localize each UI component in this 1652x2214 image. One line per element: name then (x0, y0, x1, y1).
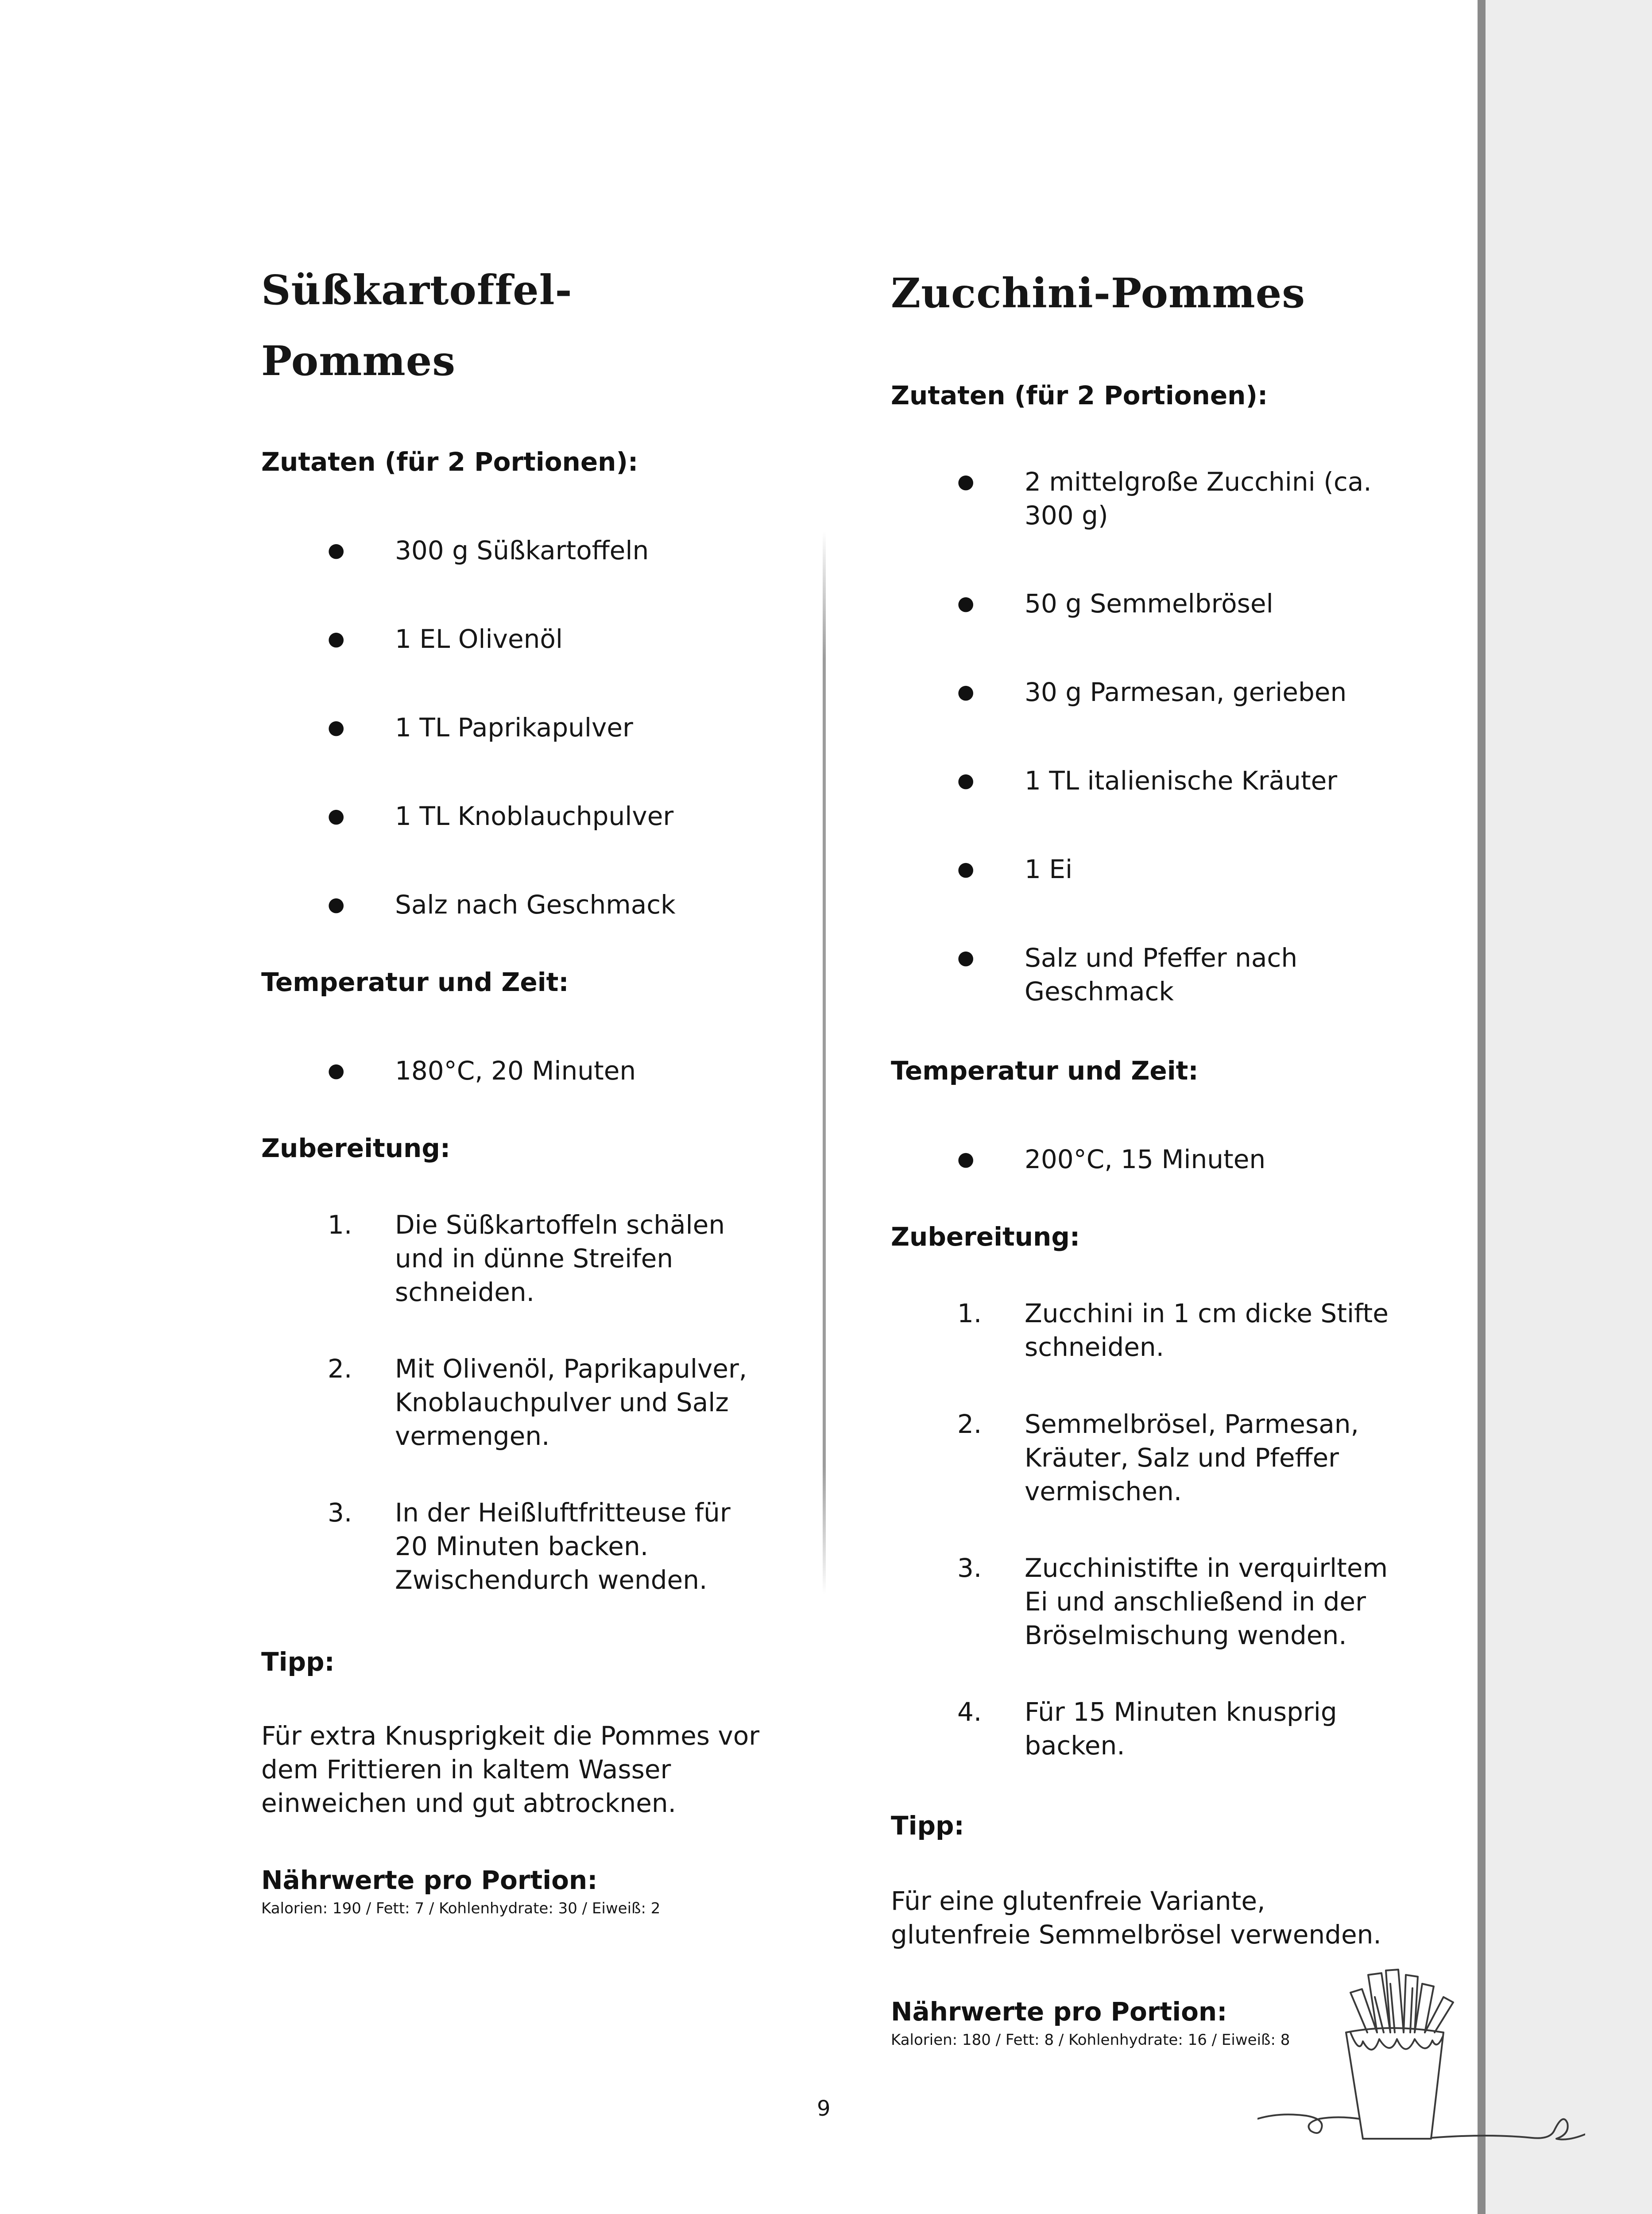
ingredient-text: 30 g Parmesan, gerieben (1025, 677, 1347, 707)
page-number: 9 (817, 2096, 831, 2121)
tip-line: einweichen und gut abtrocknen. (261, 1788, 677, 1818)
temperature-heading: Temperatur und Zeit: (261, 967, 569, 997)
step-line: schneiden. (395, 1277, 535, 1307)
ingredient-text: Salz nach Geschmack (395, 890, 676, 920)
bullet-icon: ● (957, 1148, 975, 1170)
step-line: vermengen. (395, 1421, 550, 1451)
temperature-text: 180°C, 20 Minuten (395, 1056, 636, 1086)
ingredient-text: 50 g Semmelbrösel (1025, 588, 1273, 619)
ingredients-heading: Zutaten (für 2 Portionen): (261, 447, 638, 477)
step-number: 3. (957, 1553, 982, 1583)
step-line: Zucchini in 1 cm dicke Stifte (1025, 1298, 1389, 1328)
tip-line: dem Frittieren in kaltem Wasser (261, 1754, 671, 1784)
bullet-icon: ● (957, 681, 975, 703)
step-line: Knoblauchpulver und Salz (395, 1387, 729, 1417)
step-line: Zucchinistifte in verquirltem (1025, 1553, 1388, 1583)
bullet-icon: ● (328, 627, 345, 650)
fries-line-art-icon (1257, 1966, 1585, 2152)
bullet-icon: ● (328, 1059, 345, 1082)
step-line: Die Süßkartoffeln schälen (395, 1210, 725, 1240)
preparation-heading: Zubereitung: (261, 1133, 451, 1163)
bullet-icon: ● (957, 858, 975, 880)
temperature-text: 200°C, 15 Minuten (1025, 1144, 1266, 1174)
step-line: In der Heißluftfritteuse für (395, 1498, 731, 1528)
step-number: 4. (957, 1697, 982, 1727)
ingredient-text: 1 EL Olivenöl (395, 624, 563, 654)
tip-line: Für extra Knusprigkeit die Pommes vor (261, 1721, 760, 1751)
bullet-icon: ● (328, 805, 345, 827)
step-number: 3. (328, 1498, 352, 1528)
nutrition-values: Kalorien: 180 / Fett: 8 / Kohlenhydrate: 16 / Eiweiß: 8 (891, 2031, 1290, 2049)
ingredient-text: 1 TL Paprikapulver (395, 712, 633, 743)
preparation-heading: Zubereitung: (891, 1222, 1080, 1252)
step-line: Bröselmischung wenden. (1025, 1620, 1347, 1650)
bullet-icon: ● (328, 716, 345, 739)
step-line: Ei und anschließend in der (1025, 1587, 1366, 1617)
step-number: 2. (957, 1409, 982, 1439)
page-edge-sidebar (1478, 0, 1652, 2214)
bullet-icon: ● (957, 946, 975, 969)
recipe-title: Zucchini-Pommes (891, 269, 1306, 317)
step-line: und in dünne Streifen (395, 1243, 673, 1273)
bullet-icon: ● (957, 592, 975, 615)
ingredient-text: Salz und Pfeffer nach (1025, 943, 1298, 973)
tip-line: Für eine glutenfreie Variante, (891, 1886, 1265, 1916)
temperature-heading: Temperatur und Zeit: (891, 1056, 1199, 1086)
ingredient-text: 2 mittelgroße Zucchini (ca. (1025, 467, 1372, 497)
step-line: schneiden. (1025, 1332, 1165, 1362)
ingredient-text: 1 TL Knoblauchpulver (395, 801, 674, 831)
step-number: 1. (328, 1210, 352, 1240)
bullet-icon: ● (328, 893, 345, 916)
bullet-icon: ● (957, 470, 975, 493)
step-line: Mit Olivenöl, Paprikapulver, (395, 1354, 747, 1384)
ingredient-text: Geschmack (1025, 976, 1174, 1006)
step-line: vermischen. (1025, 1476, 1182, 1506)
recipe-title-line-2: Pommes (261, 337, 456, 385)
ingredient-text: 300 g Süßkartoffeln (395, 535, 649, 565)
nutrition-label: Nährwerte pro Portion: (891, 1997, 1227, 2027)
recipe-title-line-1: Süßkartoffel- (261, 266, 573, 314)
ingredient-text: 1 Ei (1025, 854, 1073, 884)
step-number: 1. (957, 1298, 982, 1328)
nutrition-values: Kalorien: 190 / Fett: 7 / Kohlenhydrate: 30 / Eiweiß: 2 (261, 1900, 661, 1917)
ingredient-text: 1 TL italienische Kräuter (1025, 766, 1338, 796)
step-line: 20 Minuten backen. (395, 1531, 649, 1561)
ingredients-heading: Zutaten (für 2 Portionen): (891, 380, 1268, 410)
tip-heading: Tipp: (891, 1811, 964, 1841)
column-divider (823, 531, 826, 1594)
step-line: Zwischendurch wenden. (395, 1565, 708, 1595)
step-number: 2. (328, 1354, 352, 1384)
step-line: Kräuter, Salz und Pfeffer (1025, 1443, 1339, 1473)
ingredient-text: 300 g) (1025, 500, 1108, 530)
step-line: backen. (1025, 1730, 1125, 1761)
nutrition-label: Nährwerte pro Portion: (261, 1865, 598, 1895)
bullet-icon: ● (957, 769, 975, 792)
step-line: Für 15 Minuten knusprig (1025, 1697, 1337, 1727)
bullet-icon: ● (328, 539, 345, 561)
step-line: Semmelbrösel, Parmesan, (1025, 1409, 1359, 1439)
tip-heading: Tipp: (261, 1647, 335, 1677)
tip-line: glutenfreie Semmelbrösel verwenden. (891, 1920, 1381, 1950)
